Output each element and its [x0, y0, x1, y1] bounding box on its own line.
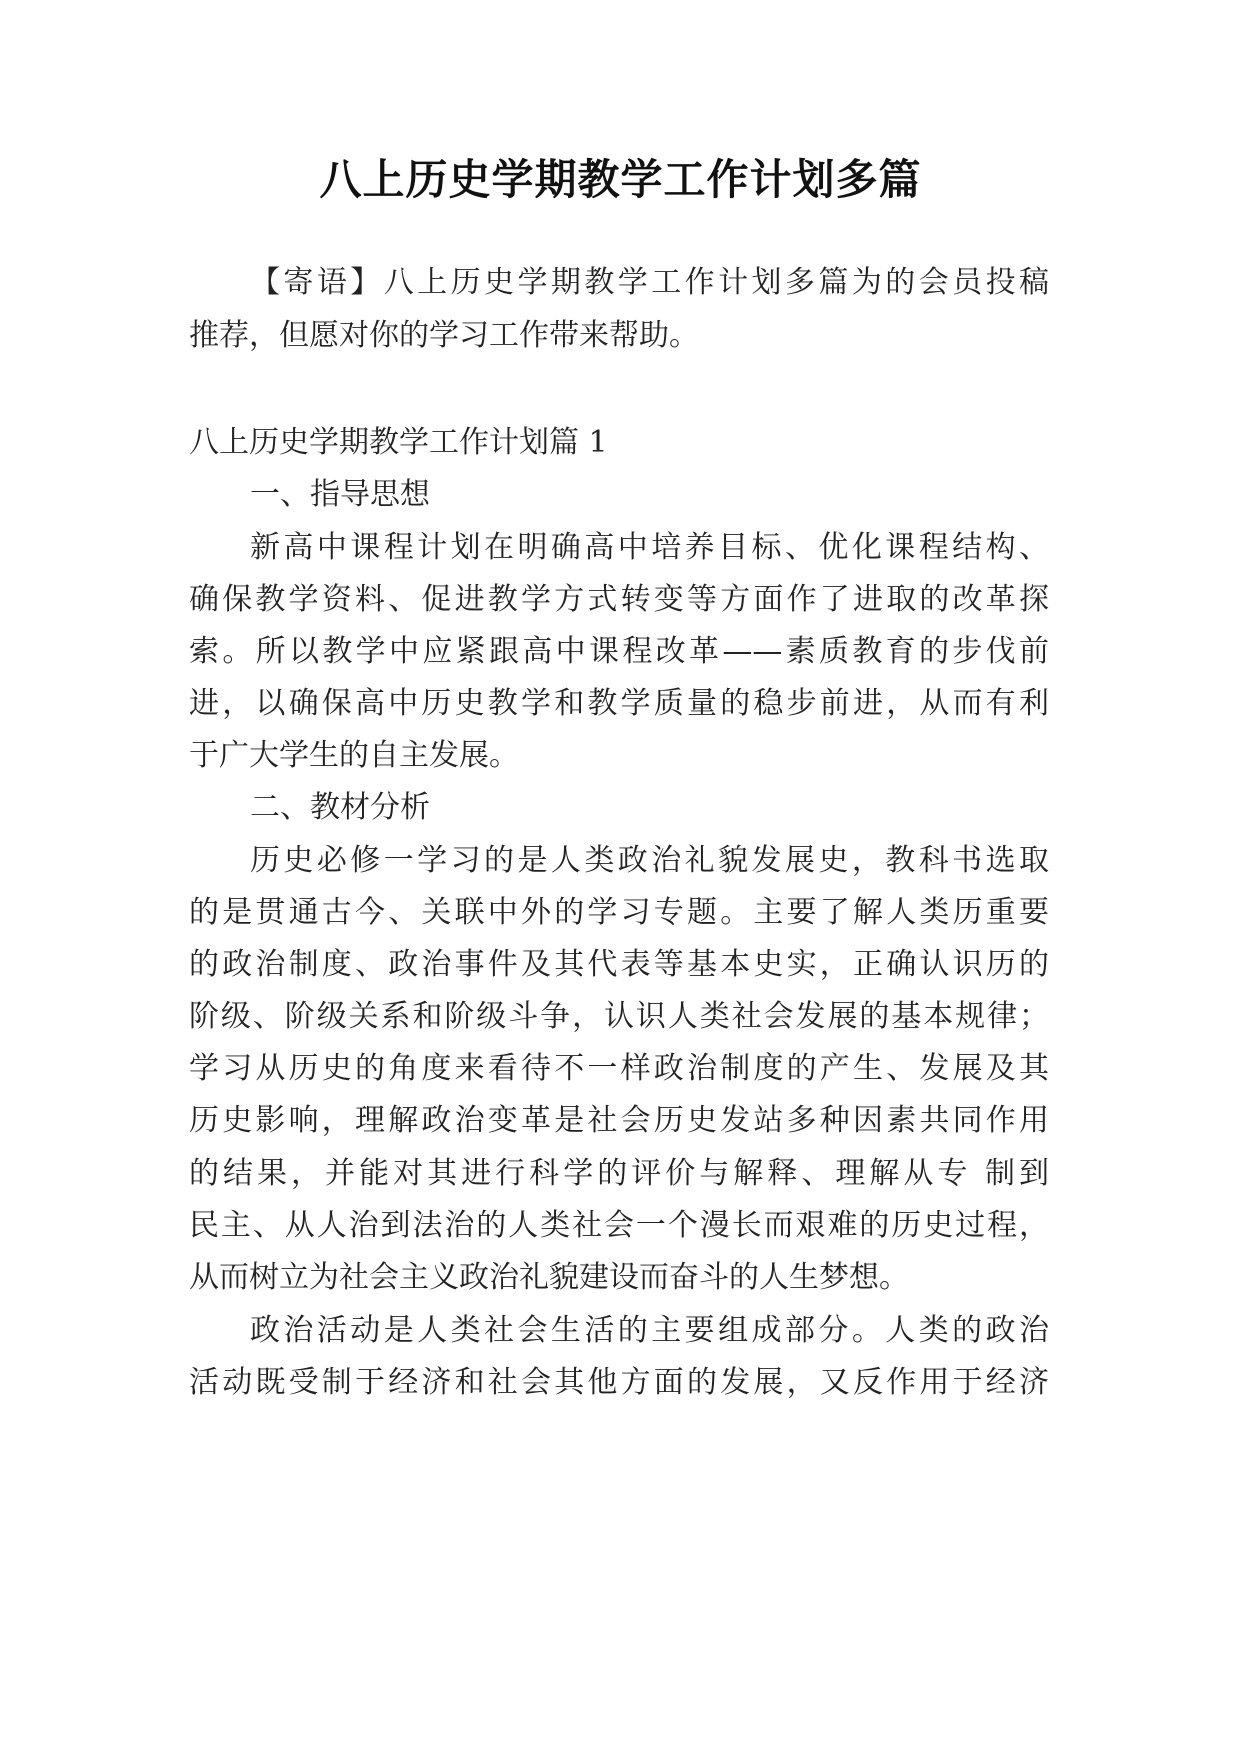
paragraph-line: 确保教学资料、促进教学方式转变等方面作了进取的改革探 — [189, 582, 1049, 617]
paragraph-line: 于广大学生的自主发展。 — [189, 738, 519, 773]
paragraph-line: 活动既受制于经济和社会其他方面的发展，又反作用于经济 — [189, 1365, 1049, 1400]
paragraph-line: 从而树立为社会主义政治礼貌建设而奋斗的人生梦想。 — [189, 1260, 909, 1295]
paragraph-line: 学习从历史的角度来看待不一样政治制度的产生、发展及其 — [189, 1051, 1049, 1086]
intro-line: 【寄语】八上历史学期教学工作计划多篇为的会员投稿 — [250, 265, 1049, 300]
paragraph-line: 新高中课程计划在明确高中培养目标、优化课程结构、 — [250, 530, 1049, 565]
intro-line: 推荐，但愿对你的学习工作带来帮助。 — [189, 318, 699, 353]
subheading-textbook-analysis: 二、教材分析 — [250, 790, 430, 825]
paragraph-line: 的政治制度、政治事件及其代表等基本史实，正确认识历的 — [189, 947, 1049, 982]
paragraph-line: 的是贯通古今、关联中外的学习专题。主要了解人类历重要 — [189, 895, 1049, 930]
paragraph-line: 索。所以教学中应紧跟高中课程改革——素质教育的步伐前 — [189, 634, 1049, 669]
subheading-guiding-ideology: 一、指导思想 — [250, 477, 430, 512]
section-heading: 八上历史学期教学工作计划篇 1 — [189, 425, 608, 460]
paragraph-line: 历史必修一学习的是人类政治礼貌发展史，教科书选取 — [250, 843, 1049, 878]
paragraph-line: 政治活动是人类社会生活的主要组成部分。人类的政治 — [250, 1313, 1049, 1348]
paragraph-line: 的结果，并能对其进行科学的评价与解释、理解从专 制到 — [189, 1156, 1049, 1191]
paragraph-line: 阶级、阶级关系和阶级斗争，认识人类社会发展的基本规律； — [189, 999, 1049, 1034]
paragraph-line: 历史影响，理解政治变革是社会历史发站多种因素共同作用 — [189, 1103, 1049, 1138]
document-title: 八上历史学期教学工作计划多篇 — [319, 155, 922, 204]
paragraph-line: 进，以确保高中历史教学和教学质量的稳步前进，从而有利 — [189, 686, 1049, 721]
paragraph-line: 民主、从人治到法治的人类社会一个漫长而艰难的历史过程， — [189, 1208, 1049, 1243]
